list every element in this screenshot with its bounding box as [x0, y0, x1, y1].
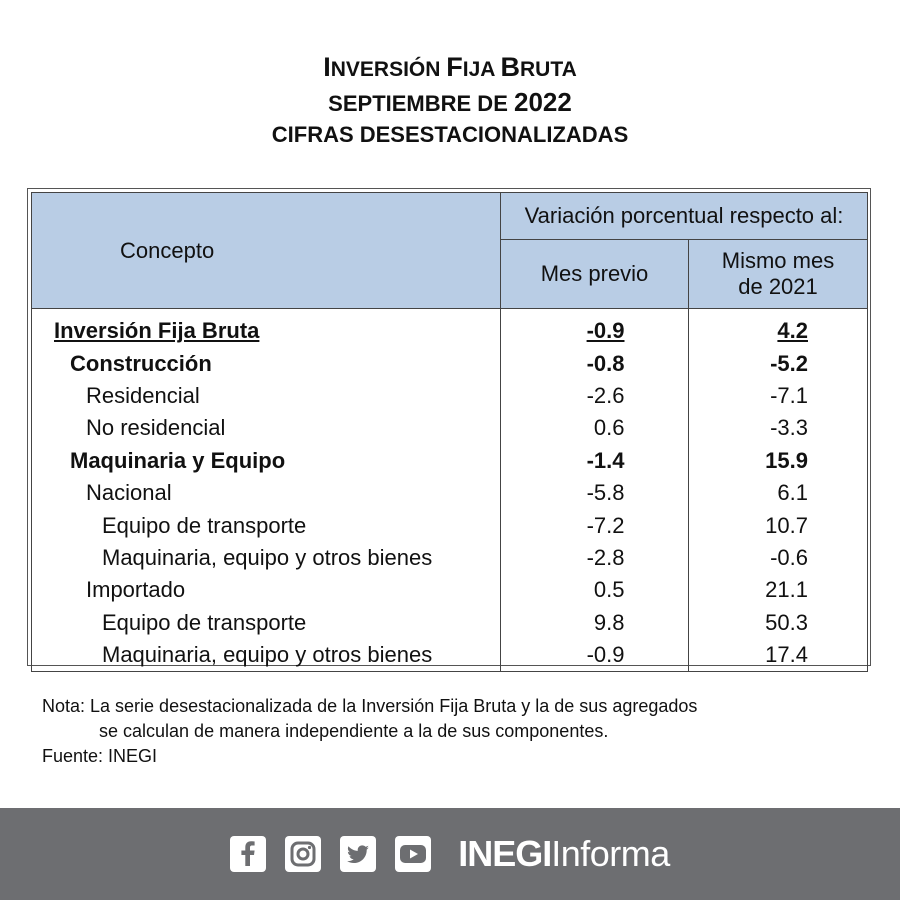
- header-mes-previo: Mes previo: [501, 240, 689, 309]
- youtube-icon[interactable]: [395, 836, 431, 872]
- facebook-icon[interactable]: [230, 836, 266, 872]
- table-row: [32, 347, 868, 379]
- title-line-1: INVERSIÓN FIJA BRUTA: [323, 52, 577, 82]
- row-mismo-mes: -7.1: [689, 380, 868, 412]
- row-concepto: Inversión Fija Bruta: [32, 309, 501, 348]
- row-mes-previo: 9.8: [501, 607, 689, 639]
- table-row: [32, 607, 868, 639]
- row-concepto: Construcción: [32, 347, 501, 379]
- table-row: [32, 380, 868, 412]
- row-concepto: Importado: [32, 574, 501, 606]
- twitter-icon[interactable]: [340, 836, 376, 872]
- row-mismo-mes: 10.7: [689, 509, 868, 541]
- row-mismo-mes: 6.1: [689, 477, 868, 509]
- table-row: [32, 477, 868, 509]
- row-mes-previo: -5.8: [501, 477, 689, 509]
- row-mismo-mes: 15.9: [689, 445, 868, 477]
- row-mes-previo: -2.8: [501, 542, 689, 574]
- table-row: [32, 445, 868, 477]
- title-line-3: CIFRAS DESESTACIONALIZADAS: [271, 122, 629, 147]
- row-mismo-mes: 17.4: [689, 639, 868, 672]
- row-mes-previo: -1.4: [501, 445, 689, 477]
- row-mes-previo: -0.8: [501, 347, 689, 379]
- row-mes-previo: -2.6: [501, 380, 689, 412]
- title-line-2: SEPTIEMBRE DE 2022: [328, 87, 572, 117]
- row-concepto: Maquinaria, equipo y otros bienes: [32, 639, 501, 672]
- header-mismo-mes: Mismo mes de 2021: [689, 240, 868, 309]
- source-line: Fuente: INEGI: [42, 746, 158, 766]
- note-line-2: se calculan de manera independiente a la de sus componentes.: [99, 721, 609, 741]
- data-table-frame: [27, 188, 871, 666]
- data-table: [31, 192, 868, 672]
- row-concepto: Residencial: [32, 380, 501, 412]
- row-mismo-mes: 21.1: [689, 574, 868, 606]
- table-row: [32, 412, 868, 444]
- row-concepto: Maquinaria y Equipo: [32, 445, 501, 477]
- row-concepto: No residencial: [32, 412, 501, 444]
- table-row: [32, 509, 868, 541]
- row-mismo-mes: 4.2: [689, 309, 868, 348]
- row-mismo-mes: -0.6: [689, 542, 868, 574]
- row-mes-previo: -7.2: [501, 509, 689, 541]
- footnote: [42, 694, 697, 769]
- footer-bar: [0, 808, 900, 900]
- row-mes-previo: 0.5: [501, 574, 689, 606]
- inegi-informa-logo: INEGIInforma: [458, 833, 670, 874]
- row-mismo-mes: -3.3: [689, 412, 868, 444]
- header-concepto: Concepto: [32, 193, 501, 309]
- title-block: [0, 50, 900, 151]
- instagram-icon[interactable]: [285, 836, 321, 872]
- row-mes-previo: -0.9: [501, 309, 689, 348]
- row-mismo-mes: 50.3: [689, 607, 868, 639]
- note-line-1: Nota: La serie desestacionalizada de la Inversión Fija Bruta y la de sus agregados: [42, 696, 698, 716]
- row-mes-previo: -0.9: [501, 639, 689, 672]
- row-mismo-mes: -5.2: [689, 347, 868, 379]
- table-row: [32, 574, 868, 606]
- row-concepto: Equipo de transporte: [32, 607, 501, 639]
- table-row: [32, 309, 868, 348]
- table-row: [32, 542, 868, 574]
- row-concepto: Maquinaria, equipo y otros bienes: [32, 542, 501, 574]
- row-mes-previo: 0.6: [501, 412, 689, 444]
- row-concepto: Equipo de transporte: [32, 509, 501, 541]
- table-row: [32, 639, 868, 672]
- row-concepto: Nacional: [32, 477, 501, 509]
- header-variacion: Variación porcentual respecto al:: [501, 193, 868, 240]
